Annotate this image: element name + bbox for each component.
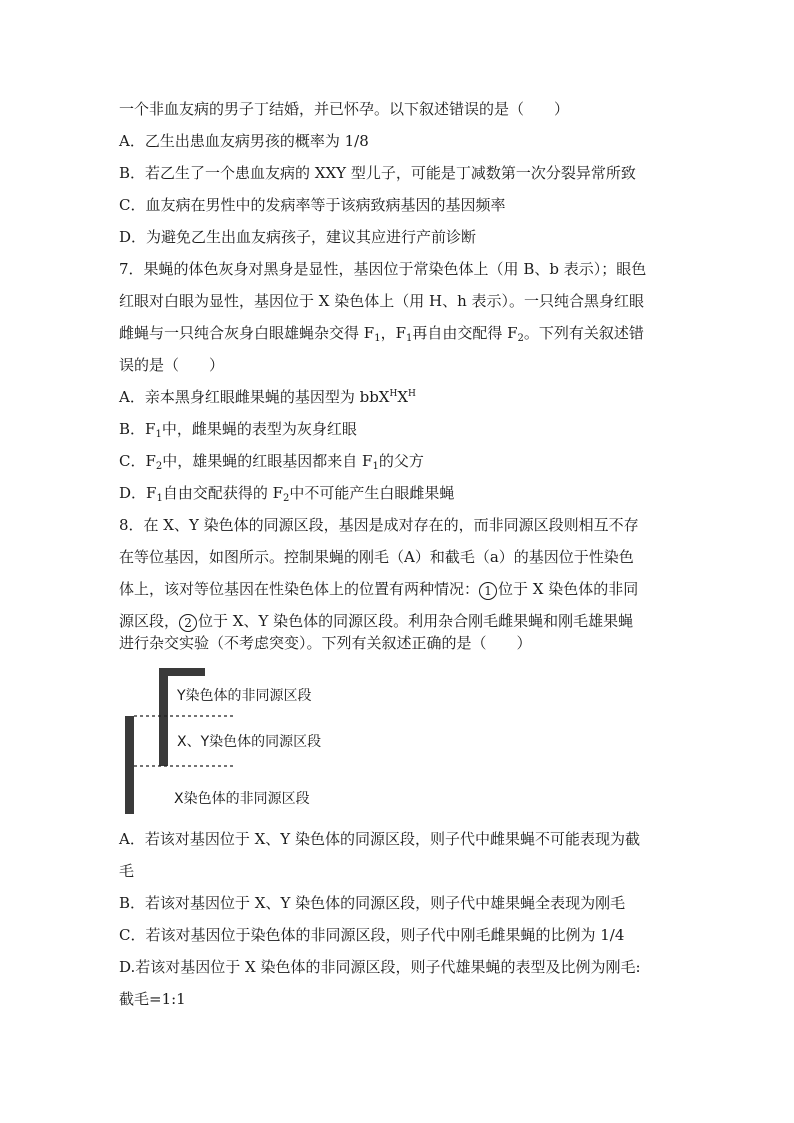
text: 再自由交配得 F bbox=[412, 324, 518, 342]
text: C．F bbox=[119, 452, 156, 470]
xy-homologous-label: X、Y染色体的同源区段 bbox=[177, 734, 322, 750]
q6-option-b: B．若乙生了一个患血友病的 XXY 型儿子，可能是丁减数第一次分裂异常所致 bbox=[119, 164, 636, 182]
q8-stem-line5: 进行杂交实验（不考虑突变）。下列有关叙述正确的是（ ） bbox=[119, 634, 532, 652]
text: B．F bbox=[119, 420, 156, 438]
text: 位于 X 染色体的非同 bbox=[498, 580, 639, 598]
q7-option-a bbox=[119, 387, 416, 407]
text: 。下列有关叙述错 bbox=[523, 324, 644, 342]
q7-option-d bbox=[119, 483, 454, 503]
circled-number: 2 bbox=[179, 614, 197, 632]
x-chromosome-bar bbox=[125, 716, 134, 814]
text: 中，雄果蝇的红眼基因都来自 F bbox=[162, 452, 373, 470]
text: X bbox=[397, 388, 409, 406]
q7-stem-line1: 7．果蝇的体色灰身对黑身是显性，基因位于常染色体上（用 B、b 表示）；眼色 bbox=[119, 260, 647, 278]
q8-option-a-line2: 毛 bbox=[119, 862, 135, 880]
text: 自由交配获得的 F bbox=[162, 484, 283, 502]
text: 体上，该对等位基因在性染色体上的位置有两种情况： bbox=[119, 580, 480, 598]
q7-stem-line2: 红眼对白眼为显性，基因位于 X 染色体上（用 H、h 表示）。一只纯合黑身红眼 bbox=[119, 292, 644, 310]
q8-option-a-line1: A．若该对基因位于 X、Y 染色体的同源区段，则子代中雌果蝇不可能表现为截 bbox=[119, 830, 640, 848]
q7-option-b bbox=[119, 419, 357, 439]
subscript: 1 bbox=[374, 333, 381, 344]
text: 源区段， bbox=[119, 612, 180, 630]
x-nonhomologous-label: X染色体的非同源区段 bbox=[174, 791, 310, 807]
text: 中，雌果蝇的表型为灰身红眼 bbox=[161, 420, 357, 438]
superscript: H bbox=[389, 389, 398, 399]
circled-number: 1 bbox=[479, 582, 497, 600]
subscript: 2 bbox=[283, 493, 290, 504]
superscript: H bbox=[408, 389, 416, 399]
q7-stem-line4: 误的是（ ） bbox=[119, 356, 225, 374]
q8-option-b: B．若该对基因位于 X、Y 染色体的同源区段，则子代中雄果蝇全表现为刚毛 bbox=[119, 894, 626, 912]
q6-option-d: D．为避免乙生出血友病孩子，建议其应进行产前诊断 bbox=[119, 228, 477, 246]
q8-stem-line4 bbox=[119, 611, 633, 632]
q6-intro: 一个非血友病的男子丁结婚，并已怀孕。以下叙述错误的是（ ） bbox=[119, 100, 570, 118]
chromosome-figure bbox=[119, 660, 439, 820]
y-chromosome-bar bbox=[159, 668, 168, 766]
text: D．F bbox=[119, 484, 157, 502]
text: A．亲本黑身红眼雌果蝇的基因型为 bbX bbox=[119, 388, 390, 406]
text: 的父方 bbox=[378, 452, 424, 470]
q8-option-d-line2: 截毛=1:1 bbox=[119, 990, 186, 1008]
y-chromosome-cap bbox=[159, 668, 205, 676]
y-nonhomologous-label: Y染色体的非同源区段 bbox=[177, 688, 312, 704]
subscript: 1 bbox=[405, 333, 413, 344]
subscript: 2 bbox=[517, 333, 524, 344]
text: 雌蝇与一只纯合灰身白眼雄蝇杂交得 F bbox=[119, 324, 375, 342]
q6-option-a: A．乙生出患血友病男孩的概率为 1/8 bbox=[119, 132, 369, 150]
text: 位于 X、Y 染色体的同源区段。利用杂合刚毛雌果蝇和刚毛雄果蝇 bbox=[198, 612, 634, 630]
text: 中不可能产生白眼雌果蝇 bbox=[289, 484, 455, 502]
subscript: 1 bbox=[372, 461, 379, 472]
subscript: 1 bbox=[155, 429, 162, 440]
q8-stem-line1: 8．在 X、Y 染色体的同源区段，基因是成对存在的，而非同源区段则相互不存 bbox=[119, 516, 639, 534]
q7-option-c bbox=[119, 451, 424, 471]
subscript: 1 bbox=[156, 493, 163, 504]
q8-option-c: C．若该对基因位于染色体的非同源区段，则子代中刚毛雌果蝇的比例为 1/4 bbox=[119, 926, 625, 944]
q8-stem-line3 bbox=[119, 579, 638, 600]
q6-option-c: C．血友病在男性中的发病率等于该病致病基因的基因频率 bbox=[119, 196, 506, 214]
q8-option-d-line1: D.若该对基因位于 X 染色体的非同源区段，则子代雄果蝇的表型及比例为刚毛: bbox=[119, 958, 641, 976]
text: ，F bbox=[380, 324, 406, 342]
q7-stem-line3 bbox=[119, 323, 644, 343]
subscript: 2 bbox=[155, 461, 163, 472]
q8-stem-line2: 在等位基因，如图所示。控制果蝇的刚毛（A）和截毛（a）的基因位于性染色 bbox=[119, 548, 634, 566]
